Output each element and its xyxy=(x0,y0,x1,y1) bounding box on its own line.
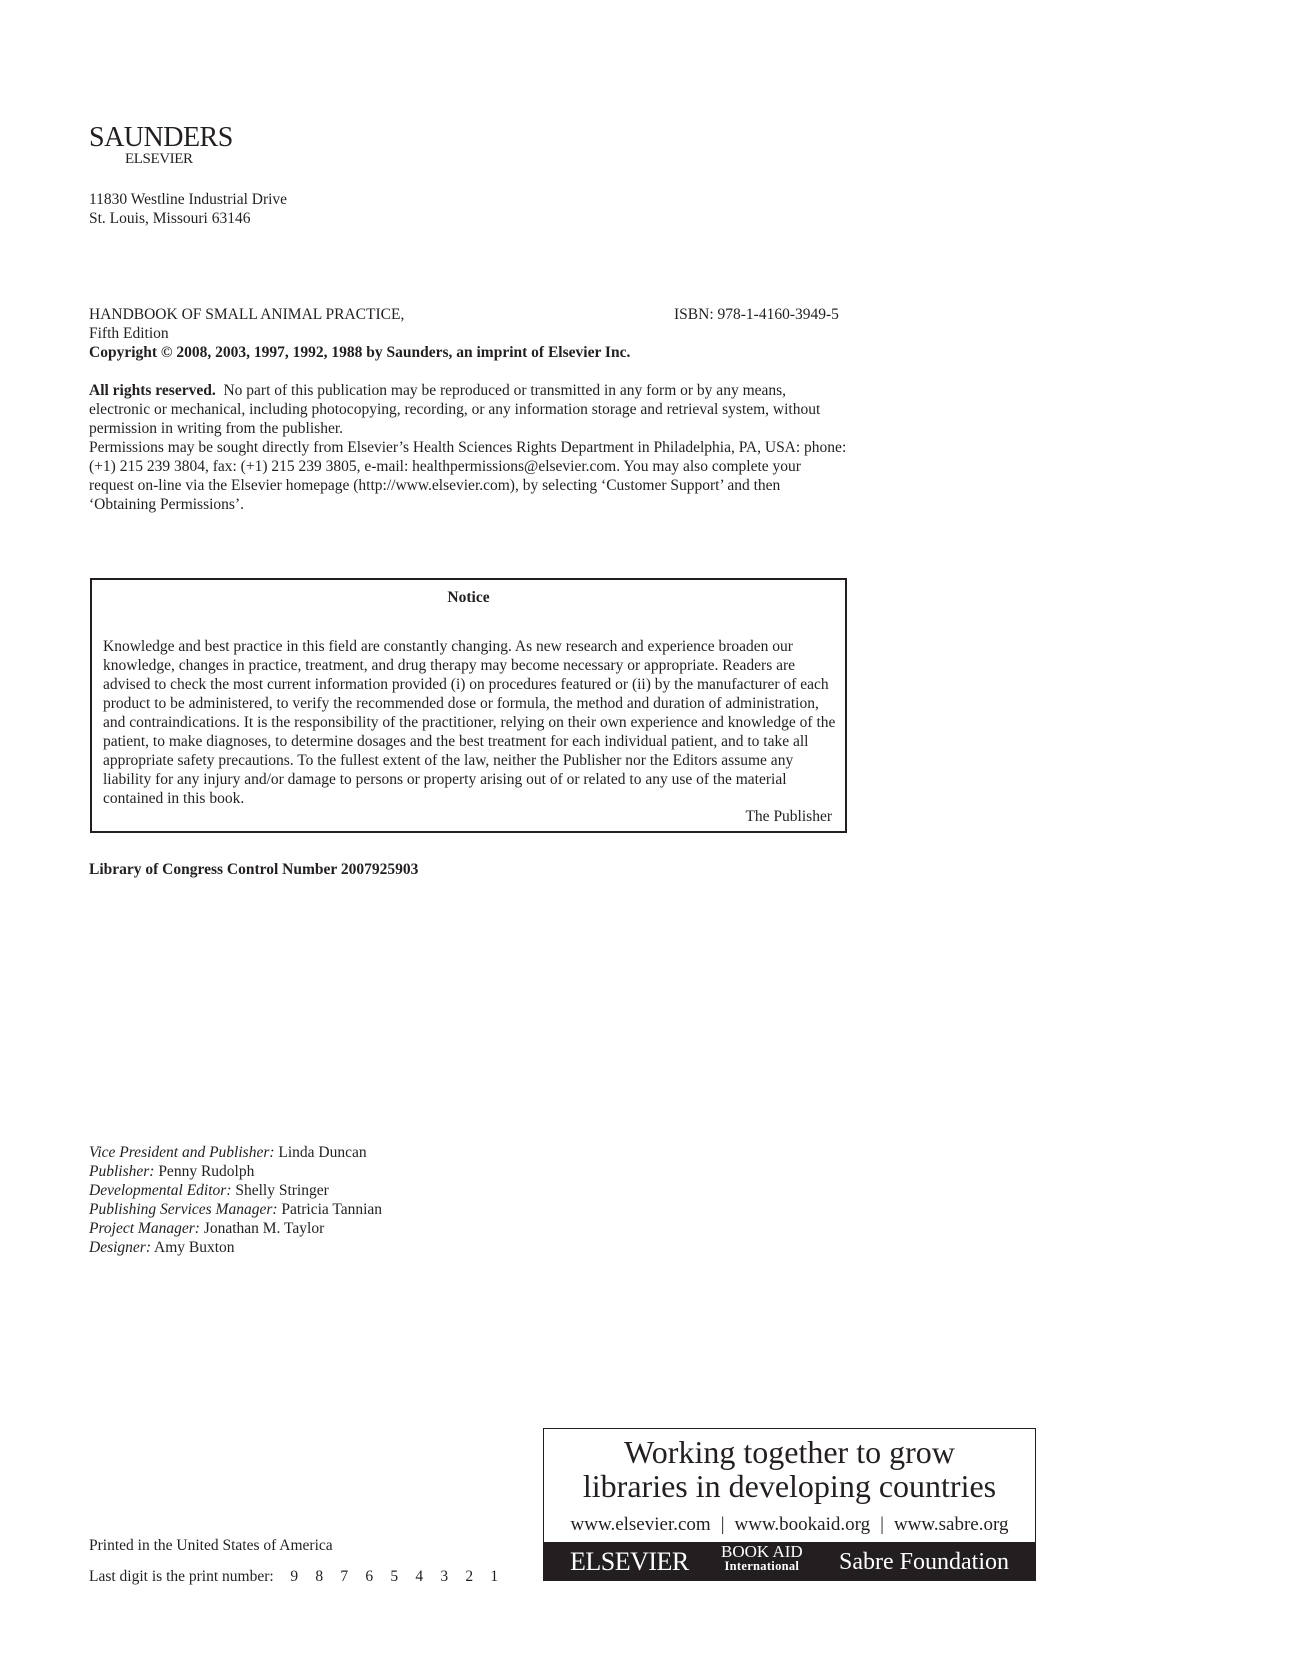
address-line-1: 11830 Westline Industrial Drive xyxy=(89,191,288,208)
sabre-foundation-logo: Sabre Foundation xyxy=(839,1549,1009,1575)
print-digit: 4 xyxy=(415,1568,424,1585)
link-elsevier[interactable]: www.elsevier.com xyxy=(570,1514,711,1535)
link-sabre[interactable]: www.sabre.org xyxy=(893,1514,1009,1535)
book-edition: Fifth Edition xyxy=(89,325,169,342)
credit-role: Developmental Editor: xyxy=(89,1182,232,1199)
link-separator: | xyxy=(720,1514,725,1535)
credit-name: Penny Rudolph xyxy=(158,1163,255,1180)
print-digit: 6 xyxy=(365,1568,374,1585)
print-digit: 7 xyxy=(340,1568,349,1585)
print-digit: 3 xyxy=(440,1568,449,1585)
book-title: HANDBOOK OF SMALL ANIMAL PRACTICE, xyxy=(89,306,405,323)
logo-brand: SAUNDERS xyxy=(89,122,233,153)
notice-body: Knowledge and best practice in this field are constantly changing. As new research and experience broaden our knowledge, changes in practice, treatment, and drug therapy may become necessary or appropriate. Readers are advised to check the most current information provided (i) on procedures featured or (ii) by the manufacturer of each product to be administered, to verify the recommended dose or formula, the method and duration of administration, and contraindications. It is the responsibility of the practitioner, relying on their own experience and knowledge of the patient, to make diagnoses, to determine dosages and the best treatment for each individual patient, and to take all appropriate safety precautions. To the fullest extent of the law, neither the Publisher nor the Editors assume any liability for any injury and/or damage to persons or property arising out of or related to any use of the material contained in this book. xyxy=(103,638,836,807)
bookaid-logo-line-1: BOOK AID xyxy=(721,1542,803,1561)
book-title-block xyxy=(89,305,630,362)
advert-headline-line-2: libraries in developing countries xyxy=(582,1468,997,1504)
credit-name: Jonathan M. Taylor xyxy=(203,1220,325,1237)
credit-name: Shelly Stringer xyxy=(235,1182,329,1199)
rights-statement xyxy=(89,381,849,514)
credit-line xyxy=(89,1181,382,1200)
credit-line xyxy=(89,1162,382,1181)
permissions-paragraph: Permissions may be sought directly from Elsevier’s Health Sciences Rights Department in Philadelphia, PA, USA: phone: (+1) 215 239 3804, fax: (+1) 215 239 3805, e-mail: healthpermissions@elsevier.com. You may also complete your request on-line via the Elsevier homepage (http://www.elsevier.com), by selecting ‘Customer Support’ and then ‘Obtaining Permissions’. xyxy=(89,439,847,513)
link-separator: | xyxy=(880,1514,884,1535)
library-of-congress-number: Library of Congress Control Number 2007925903 xyxy=(89,861,419,878)
elsevier-logo: ELSEVIER xyxy=(570,1547,689,1576)
advert-headline-line-1: Working together to grow xyxy=(624,1434,955,1470)
credits-list xyxy=(89,1143,382,1257)
copyright-line: Copyright © 2008, 2003, 1997, 1992, 1988 by Saunders, an imprint of Elsevier Inc. xyxy=(89,344,631,361)
credit-name: Patricia Tannian xyxy=(281,1201,383,1218)
credit-role: Vice President and Publisher: xyxy=(89,1144,275,1161)
printed-in: Printed in the United States of America xyxy=(89,1537,333,1554)
link-bookaid[interactable]: www.bookaid.org xyxy=(734,1514,871,1535)
publisher-logo xyxy=(89,124,249,166)
credit-name: Amy Buxton xyxy=(154,1239,235,1256)
print-digit: 2 xyxy=(465,1568,474,1585)
rights-paragraph-1 xyxy=(89,381,849,438)
rights-text-1: No part of this publication may be reproduced or transmitted in any form or by any means, electronic or mechanical, including photocopying, recording, or any information storage and retrieval system, without permission in writing from the publisher. xyxy=(89,382,821,437)
print-number-label: Last digit is the print number: xyxy=(89,1568,274,1585)
notice-box xyxy=(90,578,847,833)
advert-logo-bar xyxy=(544,1542,1035,1580)
print-number-digits xyxy=(282,1568,507,1585)
credit-role: Designer: xyxy=(89,1239,151,1256)
credit-line xyxy=(89,1219,382,1238)
credit-line xyxy=(89,1200,382,1219)
advert-headline xyxy=(544,1435,1035,1503)
credit-role: Publisher: xyxy=(89,1163,155,1180)
credit-line xyxy=(89,1238,382,1257)
logo-imprint: ELSEVIER xyxy=(125,151,193,167)
advert-links xyxy=(544,1514,1035,1536)
bookaid-logo xyxy=(721,1542,803,1573)
notice-title: Notice xyxy=(447,589,490,606)
address-line-2: St. Louis, Missouri 63146 xyxy=(89,210,251,227)
print-digit: 9 xyxy=(290,1568,299,1585)
isbn: ISBN: 978-1-4160-3949-5 xyxy=(674,306,839,323)
print-digit: 8 xyxy=(315,1568,324,1585)
publisher-address xyxy=(89,190,287,228)
credit-role: Publishing Services Manager: xyxy=(89,1201,278,1218)
print-digit: 5 xyxy=(390,1568,399,1585)
library-aid-advert xyxy=(543,1428,1036,1581)
credit-line xyxy=(89,1143,382,1162)
print-number-line xyxy=(89,1567,507,1586)
bookaid-logo-line-2: International xyxy=(724,1559,800,1573)
notice-signature: The Publisher xyxy=(745,808,832,825)
print-digit: 1 xyxy=(490,1568,499,1585)
rights-lead: All rights reserved. xyxy=(89,382,216,399)
credit-name: Linda Duncan xyxy=(278,1144,367,1161)
credit-role: Project Manager: xyxy=(89,1220,200,1237)
